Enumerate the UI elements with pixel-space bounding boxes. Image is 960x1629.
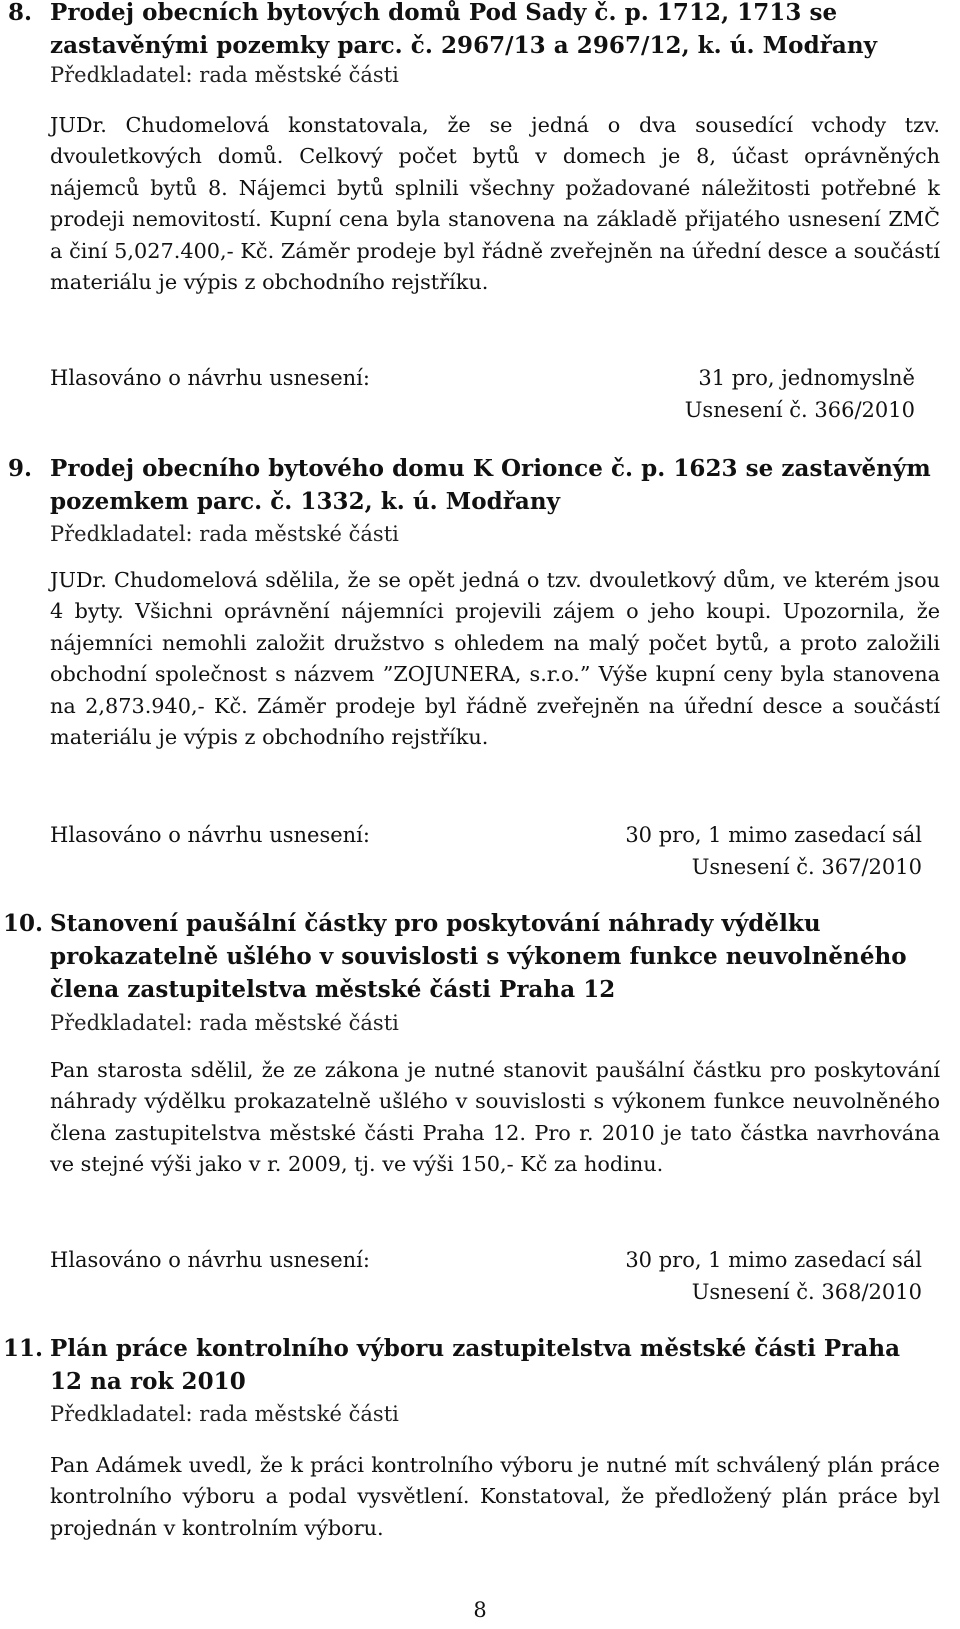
item-proposer: Předkladatel: rada městské části bbox=[50, 1011, 399, 1035]
vote-label: Hlasováno o návrhu usnesení: bbox=[50, 823, 370, 847]
resolution-number: Usnesení č. 367/2010 bbox=[691, 855, 922, 879]
item-title: Plán práce kontrolního výboru zastupitelstva městské části Praha 12 na rok 2010 bbox=[50, 1335, 901, 1395]
resolution-number: Usnesení č. 368/2010 bbox=[691, 1280, 922, 1304]
vote-label: Hlasováno o návrhu usnesení: bbox=[50, 1248, 370, 1272]
item-number: 11. bbox=[3, 1335, 44, 1362]
vote-result: 31 pro, jednomyslně bbox=[698, 366, 915, 390]
item-text: JUDr. Chudomelová konstatovala, že se jedná o dva sousedící vchody tzv. dvouletkových domů. Celkový počet bytů v domech je 8, účast oprávněných nájemců bytů 8. Nájemci bytů splnili všechny požadované náležitosti potřebné k prodeji nemovitostí. Kupní cena byla stanovena na základě přijatého usnesení ZMČ a činí 5,027.400,- Kč. Záměr prodeje byl řádně zveřejněn na úřední desce a součástí materiálu je výpis z obchodního rejstříku. bbox=[50, 113, 940, 295]
resolution-number: Usnesení č. 366/2010 bbox=[684, 398, 915, 422]
item-title: Prodej obecních bytových domů Pod Sady č. p. 1712, 1713 se zastavěnými pozemky parc. č. 2967/13 a 2967/12, k. ú. Modřany bbox=[50, 0, 878, 59]
item-text: Pan starosta sdělil, že ze zákona je nutné stanovit paušální částku pro poskytování náhrady výdělku prokazatelně ušlého v souvislosti s výkonem funkce neuvolněného člena zastupitelstva městské části Praha 12. Pro r. 2010 je tato částka navrhována ve stejné výši jako v r. 2009, tj. ve výši 150,- Kč za hodinu. bbox=[50, 1058, 940, 1177]
vote-result: 30 pro, 1 mimo zasedací sál bbox=[625, 823, 922, 847]
item-proposer: Předkladatel: rada městské části bbox=[50, 1402, 399, 1426]
item-text: JUDr. Chudomelová sdělila, že se opět jedná o tzv. dvouletkový dům, ve kterém jsou 4 byty. Všichni oprávnění nájemníci projevili zájem o jeho koupi. Upozornila, že nájemníci nemohli založit družstvo s ohledem na malý počet bytů, a proto založili obchodní společnost s názvem ”ZOJUNERA, s.r.o.” Výše kupní ceny byla stanovena na 2,873.940,- Kč. Záměr prodeje byl řádně zveřejněn na úřední desce a součástí materiálu je výpis z obchodního rejstříku. bbox=[50, 568, 940, 750]
item-number: 9. bbox=[8, 455, 33, 482]
item-text: Pan Adámek uvedl, že k práci kontrolního výboru je nutné mít schválený plán práce kontrolního výboru a podal vysvětlení. Konstatoval, že předložený plán práce byl projednán v kontrolním výboru. bbox=[50, 1453, 940, 1540]
item-title: Prodej obecního bytového domu K Orionce č. p. 1623 se zastavěným pozemkem parc. č. 1332, k. ú. Modřany bbox=[50, 455, 931, 515]
item-proposer: Předkladatel: rada městské části bbox=[50, 63, 399, 87]
vote-label: Hlasováno o návrhu usnesení: bbox=[50, 366, 370, 390]
vote-result: 30 pro, 1 mimo zasedací sál bbox=[625, 1248, 922, 1272]
item-number: 8. bbox=[8, 0, 33, 26]
item-title: Stanovení paušální částky pro poskytování náhrady výdělku prokazatelně ušlého v souvislosti s výkonem funkce neuvolněného člena zastupitelstva městské části Praha 12 bbox=[50, 910, 907, 1003]
page-number: 8 bbox=[473, 1598, 487, 1622]
item-number: 10. bbox=[3, 910, 44, 937]
item-proposer: Předkladatel: rada městské části bbox=[50, 522, 399, 546]
